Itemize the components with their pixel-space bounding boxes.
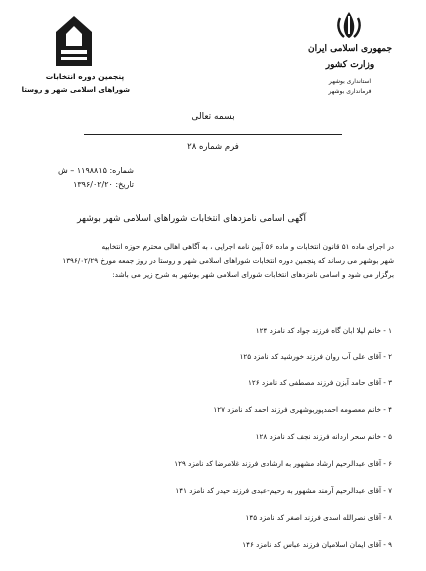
intro-line-2: شهر بوشهر می رساند که پنجمین دوره انتخابات شوراهای اسلامی شهر و روستا در روز جمعه مورخ ۱۳۹۶/۰۲/۲۹ xyxy=(62,256,394,265)
form-number: فرم شماره ۲۸ xyxy=(187,142,239,152)
candidate-item: ۶ - آقای عبدالرحیم ارشاد مشهور به ارشادی فرزند غلامرضا کد نامزد ۱۲۹ xyxy=(174,459,392,468)
candidate-item: ۴ - خانم معصومه احمدپوربوشهری فرزند احمد کد نامزد ۱۲۷ xyxy=(213,405,392,414)
intro-line-1: در اجرای ماده ۵۱ قانون انتخابات و ماده ۵۶ آیین نامه اجرایی ، به آگاهی اهالی محترم حوزه انتخابیه xyxy=(101,242,394,251)
letter-number: شماره: ۱۱۹۸۸۱۵ – ش xyxy=(58,166,134,175)
bismillah-heading: بسمه تعالی xyxy=(191,112,235,122)
ministry-logo-line2: وزارت کشور xyxy=(325,60,375,70)
candidate-item: ۸ - آقای نصرالله اسدی فرزند اصغر کد نامزد ۱۴۵ xyxy=(245,513,392,522)
election-emblem-icon xyxy=(52,12,96,70)
header-divider xyxy=(84,134,342,135)
candidate-item: ۲ - آقای علی آب روان فرزند خورشید کد نامزد ۱۲۵ xyxy=(239,352,392,361)
election-logo-line2: شوراهای اسلامی شهر و روستا xyxy=(21,86,130,94)
ministry-logo-line4: فرمانداری بوشهر xyxy=(328,88,372,95)
candidate-item: ۵ - خانم سحر اردانه فرزند نجف کد نامزد ۱۲۸ xyxy=(255,432,392,441)
candidate-item: ۷ - آقای عبدالرحیم آرمند مشهور به رحیم-عبدی فرزند حیدر کد نامزد ۱۴۱ xyxy=(175,486,392,495)
ministry-logo xyxy=(300,8,400,108)
election-logo xyxy=(21,12,130,104)
letter-date: تاریخ: ۱۳۹۶/۰۲/۲۰ xyxy=(73,180,134,189)
iran-emblem-icon xyxy=(334,10,364,40)
election-logo-line1: پنجمین دوره انتخابات xyxy=(45,72,125,81)
intro-line-3: برگزار می شود و اسامی نامزدهای انتخابات شورای اسلامی شهر بوشهر به شرح زیر می باشد: xyxy=(112,270,394,279)
notice-title: آگهی اسامی نامزدهای انتخابات شوراهای اسلامی شهر بوشهر xyxy=(77,214,306,224)
ministry-logo-line1: جمهوری اسلامی ایران xyxy=(307,44,393,54)
candidate-item: ۱ - خانم لیلا ابان گاه فرزند جواد کد نامزد ۱۲۴ xyxy=(255,326,392,335)
candidate-item: ۹ - آقای ایمان اسلامیان فرزند عباس کد نامزد ۱۴۶ xyxy=(242,540,392,549)
candidate-item: ۳ - آقای حامد آبزن فرزند مصطفی کد نامزد ۱۲۶ xyxy=(247,378,392,387)
ministry-logo-line3: استانداری بوشهر xyxy=(328,78,372,85)
